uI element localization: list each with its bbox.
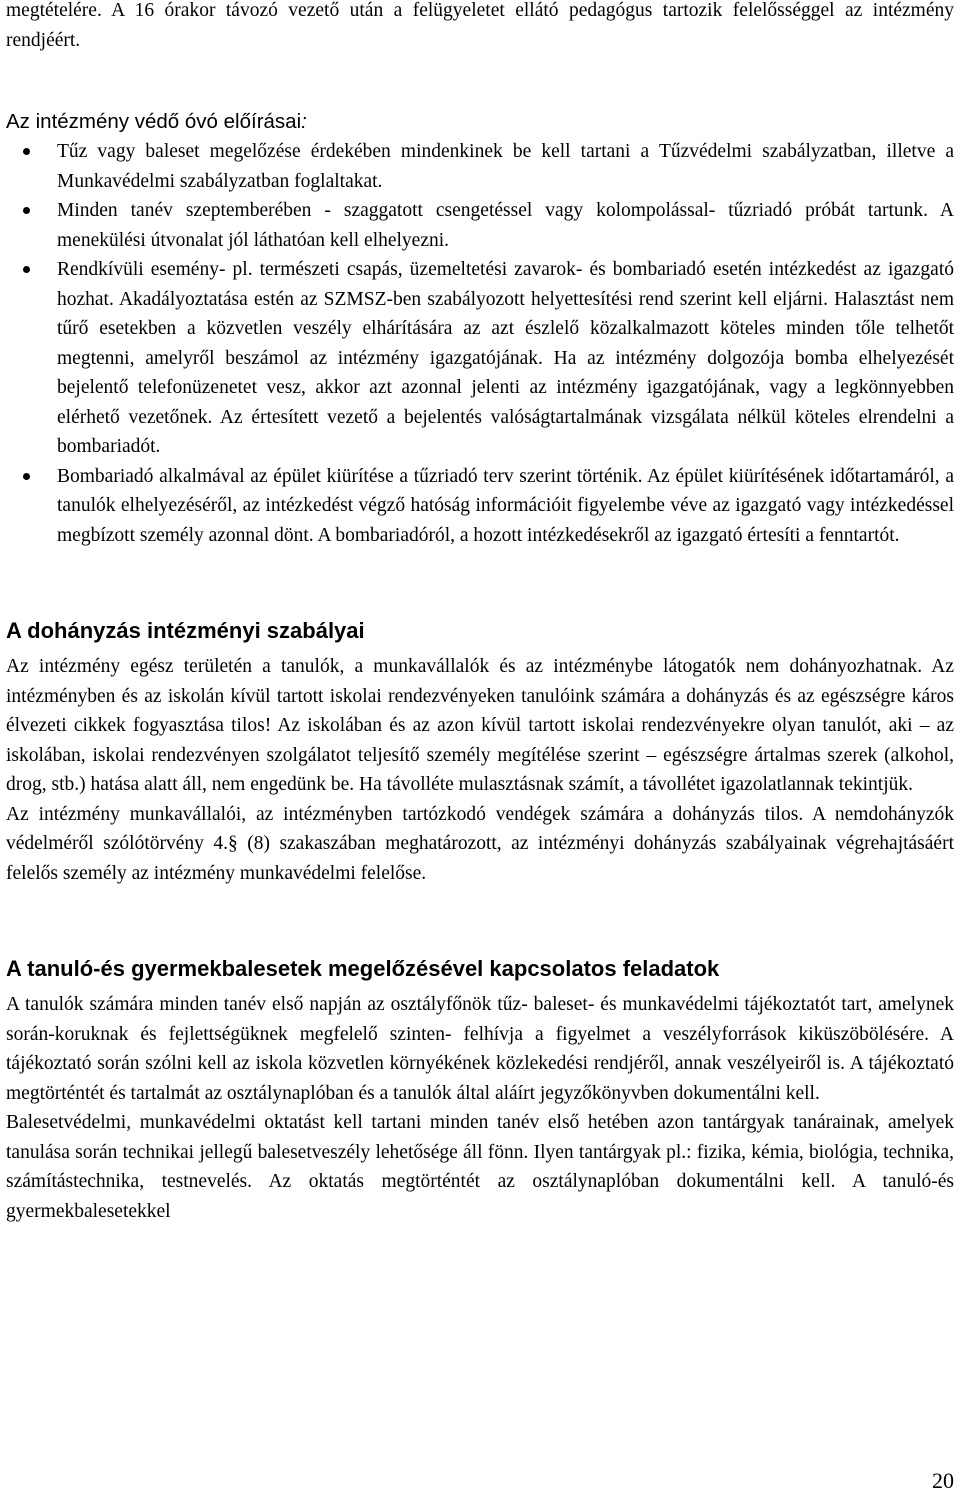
smoking-rules-paragraph: Az intézmény egész területén a tanulók, a munkavállalók és az intézménybe látogatók nem dohányozhatnak. Az intézményben és az iskolán kívül tartott iskolai rendezvényeken tanulóink számára a dohányzás és az egészségre káros élvezeti cikkek fogyasztása tilos! Az iskolában és az azon kívül tartott iskolai rendezvényekre olyan tanulót, aki – az iskolában, iskolai rendezvényen szolgálatot teljesítő személy megítélése szerint – egészségre ártalmas szerek (alkohol, drog, stb.) hatása alatt áll, nem engedünk be. Ha távolléte mulasztásnak számít, a távollétet igazolatlannak tekintjük.: [6, 656, 954, 795]
section-heading-safety-rules-text: Az intézmény védő óvó előírásai: [6, 110, 302, 133]
section-heading-smoking-rules: A dohányzás intézményi szabályai: [6, 618, 365, 643]
list-item: [6, 255, 954, 462]
list-item-text: Minden tanév szeptemberében - szaggatott csengetéssel vagy kolompolással- tűzriadó próbát tartunk. A menekülési útvonalat jól láthatóan kell elhelyezni.: [57, 200, 954, 251]
list-item: [6, 137, 954, 196]
intro-continuation-paragraph: megtételére. A 16 órakor távozó vezető után a felügyeletet ellátó pedagógus tartozik felelősséggel az intézmény rendjéért.: [6, 0, 954, 51]
bullet-icon: [23, 207, 30, 214]
list-item: [6, 196, 954, 255]
bullet-icon: [23, 473, 30, 480]
list-item-text: Rendkívüli esemény- pl. természeti csapás, üzemeltetési zavarok- és bombariadó esetén intézkedést az igazgató hozhat. Akadályoztatása estén az SZMSZ-ben szabályozott helyettesítési rend szerint kell eljárni. Halasztást nem tűrő esetekben a közvetlen veszély elhárítására az azt észlelő közalkalmazott köteles minden tőle telhetőt megtenni, amelyről beszámol az intézmény igazgatójának. Ha az intézmény dolgozója bomba elhelyezését bejelentő telefonüzenetet vesz, akkor azt azonnal jelenti az intézmény igazgatójának, vagy a legkönnyebben elérhető vezetőnek. Az értesített vezető a bejelentés valóságtartalmának vizsgálata nélkül köteles elrendelni a bombariadót.: [57, 259, 954, 457]
section-heading-safety-rules: [6, 107, 954, 137]
document-page: [6, 0, 954, 1226]
list-item-text: Bombariadó alkalmával az épület kiürítése a tűzriadó terv szerint történik. Az épület kiürítésének időtartamáról, a tanulók elhelyezéséről, az intézkedést végző hatóság információit figyelembe véve az igazgató vagy intézkedéssel megbízott személy azonnal dönt. A bombariadóról, a hozott intézkedésekről az igazgató értesíti a fenntartót.: [57, 465, 954, 546]
accident-prevention-paragraph: Balesetvédelmi, munkavédelmi oktatást kell tartani minden tanév első hetében azon tantárgyak tanárainak, amelyek tanulása során technikai jellegű balesetveszély lehetősége áll fönn. Ilyen tantárgyak pl.: fizika, kémia, biológia, technika, számítástechnika, testnevelés. Az oktatás megtörténtét az osztálynaplóban dokumentálni kell. A tanuló-és gyermekbalesetekkel: [6, 1112, 954, 1222]
section-heading-colon: :: [301, 110, 307, 133]
accident-prevention-paragraph: A tanulók számára minden tanév első napján az osztályfőnök tűz- baleset- és munkavédelmi tájékoztatót tart, amelynek során-koruknak és fejlettségüknek megfelelő szinten- felhívja a figyelmet a veszélyforrások kiküszöbölésére. A tájékoztató során szólni kell az iskola közvetlen környékének közlekedési rendjéről, annak veszélyeiről is. A tájékoztató megtörténtét és tartalmát az osztálynaplóban és a tanulók által aláírt jegyzőkönyvben dokumentálni kell.: [6, 994, 954, 1104]
bullet-icon: [23, 148, 30, 155]
safety-rules-list: [6, 137, 954, 550]
section-heading-accident-prevention: A tanuló-és gyermekbalesetek megelőzésével kapcsolatos feladatok: [6, 956, 720, 981]
page-number: 20: [932, 1468, 954, 1493]
bullet-icon: [23, 266, 30, 273]
smoking-rules-paragraph: Az intézmény munkavállalói, az intézményben tartózkodó vendégek számára a dohányzás tilos. A nemdohányzók védelméről szólótörvény 4.§ (8) szakaszában meghatározott, az intézményi dohányzás szabályainak végrehajtásáért felelős személy az intézmény munkavédelmi felelőse.: [6, 803, 954, 884]
list-item: [6, 462, 954, 551]
list-item-text: Tűz vagy baleset megelőzése érdekében mindenkinek be kell tartani a Tűzvédelmi szabályzatban, illetve a Munkavédelmi szabályzatban foglaltakat.: [57, 141, 954, 192]
